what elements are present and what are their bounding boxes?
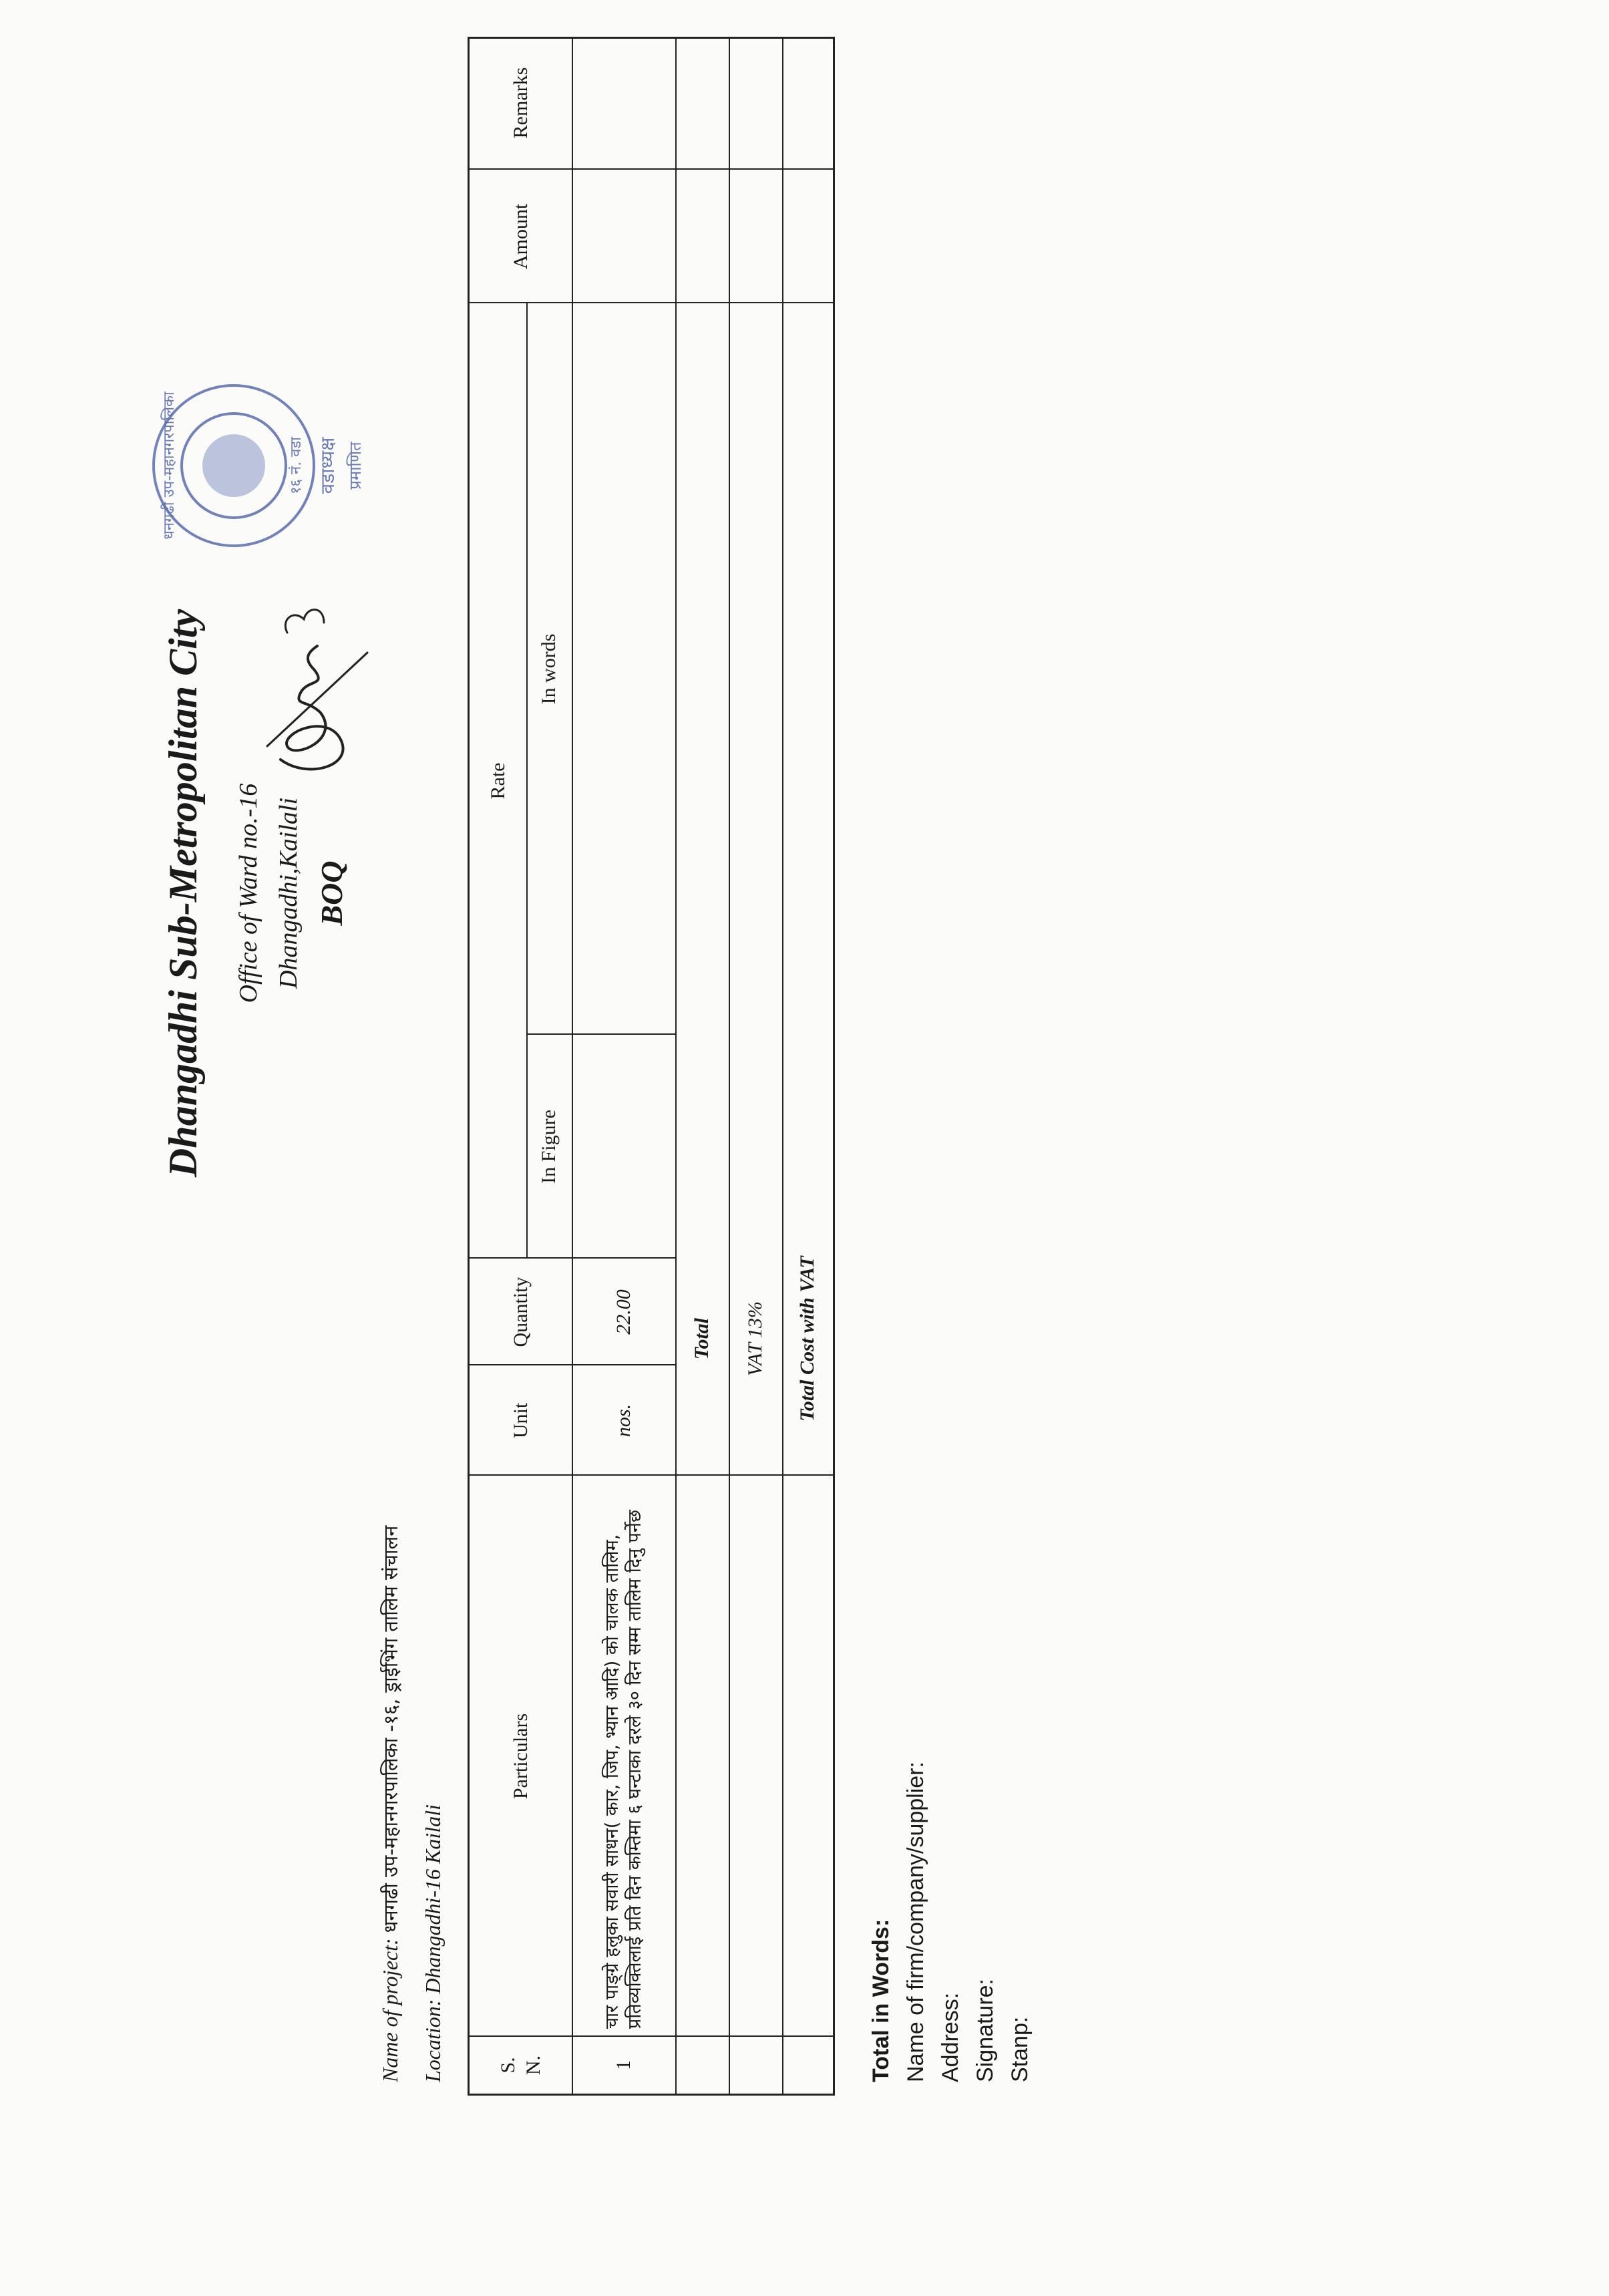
- page-title: Dhangadhi Sub-Metropolitan City: [161, 609, 205, 1178]
- stamp-outer-text: धनगढी उप-महानगरपालिका: [161, 391, 178, 540]
- location-value: Dhangadhi-16 Kailali: [421, 1804, 445, 1994]
- header-remarks: Remarks: [509, 67, 532, 139]
- document-type: BOQ: [315, 860, 349, 926]
- location-line: [421, 1804, 445, 2082]
- location-label: Location:: [421, 1999, 445, 2082]
- header-quantity: Quantity: [509, 1277, 532, 1347]
- address-label: Address:: [938, 1992, 963, 2082]
- official-stamp: [134, 345, 374, 586]
- header-amount: Amount: [509, 203, 532, 270]
- stamp-label: Stanp:: [1007, 2016, 1033, 2082]
- total-in-words-label: Total in Words:: [868, 1919, 894, 2082]
- office-city: Dhangadhi,Kailali: [275, 797, 303, 989]
- row1-rate-figure: [572, 1035, 675, 1259]
- total-label: Total: [691, 1317, 713, 1360]
- header-rate: Rate: [486, 762, 509, 800]
- boq-table: [468, 37, 835, 2096]
- row1-particulars: चार पाङ्ग्रे हलुका सवारी साधन( कार, जिप, भ्यान आदि) को चालक तालिम, प्रतिव्यक्तिलाई प्रति दिन कम्तिमा ६ घन्टाका दरले ३० दिन सम्म तालिम दिनु पर्नेछ: [601, 1510, 645, 2029]
- header-particulars: Particulars: [509, 1713, 532, 1800]
- project-name-line: [377, 1526, 403, 2082]
- total-with-vat-label: Total Cost with VAT: [796, 1256, 819, 1422]
- row1-sn: 1: [612, 2060, 635, 2070]
- row1-amount: [572, 170, 675, 303]
- firm-name-label: Name of firm/company/supplier:: [903, 1762, 928, 2082]
- row1-remarks: [572, 36, 675, 170]
- office-name: Office of Ward no.-16: [234, 783, 262, 1003]
- stamp-ward-text: १६ नं. वडा: [288, 437, 305, 494]
- row1-rate-words: [572, 303, 675, 1035]
- header-unit: Unit: [509, 1402, 532, 1439]
- header-sn: S. N.: [497, 2055, 544, 2076]
- project-name-value: धनगढी उप-महानगरपालिका -१६, ड्राईभिंग तालिम संचालन: [379, 1525, 402, 1933]
- stamp-bottom-text: प्रमाणित: [346, 442, 365, 490]
- row1-quantity: 22.00: [612, 1289, 635, 1335]
- stamp-role-text: वडाध्यक्ष: [317, 437, 339, 494]
- signature-mark: [240, 586, 374, 786]
- project-name-label: Name of project:: [378, 1938, 402, 2082]
- vat-label: VAT 13%: [744, 1301, 767, 1376]
- header-rate-words: In words: [538, 633, 560, 705]
- signature-label: Signature:: [972, 1979, 998, 2082]
- header-rate-figure: In Figure: [538, 1110, 560, 1184]
- row1-unit: nos.: [612, 1404, 635, 1438]
